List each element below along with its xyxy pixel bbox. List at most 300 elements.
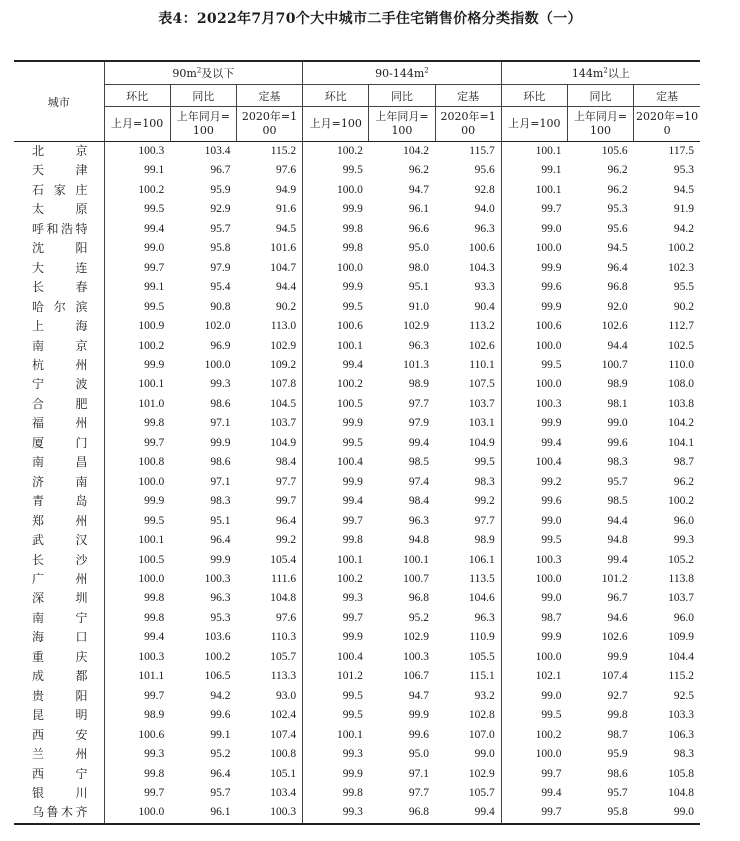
index-value: 105.7 (270, 650, 297, 663)
table-row (14, 181, 700, 200)
base-label: 上月=100 (501, 107, 567, 142)
index-value: 110.1 (469, 358, 495, 371)
index-value: 100.1 (104, 375, 170, 394)
base-label: 上年同月= 100 (170, 107, 236, 142)
index-value: 99.6 (408, 728, 430, 741)
index-value: 100.2 (204, 650, 231, 663)
index-value: 90.8 (210, 300, 231, 313)
table-row (14, 434, 700, 453)
table-row (14, 570, 700, 589)
index-value: 99.9 (303, 473, 369, 492)
index-value: 100.1 (501, 181, 567, 200)
index-value: 96.0 (673, 611, 694, 624)
index-value: 99.0 (607, 417, 628, 430)
city-name: 西宁 (32, 766, 88, 781)
index-value: 99.7 (303, 609, 369, 628)
city-name: 兰州 (32, 747, 88, 762)
index-value: 95.8 (210, 242, 231, 255)
index-value: 99.9 (303, 414, 369, 433)
index-value: 104.7 (270, 261, 297, 274)
group-area-sup: 2 (603, 66, 608, 75)
index-value: 99.0 (501, 687, 567, 706)
price-index-table (14, 60, 700, 825)
index-value: 100.2 (303, 570, 369, 589)
index-value: 95.7 (607, 475, 628, 488)
index-value: 97.4 (408, 475, 430, 488)
index-value: 96.4 (210, 767, 231, 780)
table-row (14, 473, 700, 492)
city-name: 太原 (32, 202, 88, 217)
index-value: 98.9 (104, 706, 170, 725)
sub-header-fixed-base: 定基 (435, 85, 501, 107)
index-value: 98.3 (607, 456, 628, 469)
index-value: 112.7 (668, 320, 694, 333)
index-value: 103.4 (270, 786, 297, 799)
index-value: 92.9 (210, 203, 231, 216)
city-name: 乌鲁木齐 (14, 803, 104, 823)
index-value: 96.2 (408, 164, 430, 177)
index-value: 100.0 (104, 803, 170, 823)
index-value: 115.1 (469, 670, 495, 683)
index-value: 99.0 (501, 220, 567, 239)
city-column-header: 城市 (14, 61, 104, 142)
index-value: 100.7 (601, 358, 628, 371)
city-name: 济南 (32, 474, 88, 489)
index-value: 95.7 (210, 222, 231, 235)
group-area-suffix: 以上 (607, 67, 630, 80)
index-value: 99.5 (303, 687, 369, 706)
city-name: 北京 (32, 144, 88, 158)
index-value: 100.6 (468, 242, 495, 255)
index-value: 95.2 (210, 748, 231, 761)
index-value: 99.5 (104, 298, 170, 317)
table-row (14, 492, 700, 511)
table-row (14, 220, 700, 239)
index-value: 105.5 (468, 650, 495, 663)
index-value: 99.9 (501, 628, 567, 647)
index-value: 96.2 (607, 183, 628, 196)
table-row (14, 375, 700, 394)
index-value: 100.1 (303, 551, 369, 570)
index-value: 98.5 (607, 495, 628, 508)
table-row (14, 317, 700, 336)
index-value: 100.3 (236, 803, 302, 823)
table-row (14, 531, 700, 550)
index-value: 103.4 (204, 145, 231, 157)
index-value: 94.9 (276, 183, 297, 196)
index-value: 99.4 (408, 436, 430, 449)
index-value: 108.0 (668, 378, 694, 391)
index-value: 96.3 (474, 611, 495, 624)
index-value: 113.3 (270, 670, 297, 683)
index-value: 99.9 (501, 414, 567, 433)
index-value: 102.5 (668, 339, 694, 352)
table-row (14, 803, 700, 823)
index-value: 100.6 (104, 726, 170, 745)
index-value: 104.2 (403, 145, 430, 157)
index-value: 101.0 (104, 395, 170, 414)
group-header-medium (303, 61, 502, 85)
index-value: 97.9 (408, 417, 430, 430)
index-value: 98.6 (210, 397, 231, 410)
index-value: 100.8 (270, 748, 297, 761)
index-value: 96.9 (210, 339, 231, 352)
index-value: 99.6 (210, 709, 231, 722)
index-value: 100.6 (303, 317, 369, 336)
index-value: 99.6 (607, 436, 628, 449)
group-header-large (501, 61, 700, 85)
index-value: 99.9 (408, 709, 430, 722)
index-value: 100.0 (104, 473, 170, 492)
index-value: 95.3 (673, 164, 694, 177)
index-value: 103.3 (668, 709, 694, 722)
base-label: 上月=100 (303, 107, 369, 142)
index-value: 99.0 (634, 803, 700, 823)
index-value: 99.1 (210, 728, 231, 741)
index-value: 98.4 (408, 495, 430, 508)
index-value: 99.8 (303, 784, 369, 803)
table-row (14, 512, 700, 531)
index-value: 99.9 (501, 259, 567, 278)
index-value: 93.3 (474, 281, 495, 294)
table-row (14, 609, 700, 628)
index-value: 96.3 (408, 339, 430, 352)
index-value: 100.0 (501, 239, 567, 258)
index-value: 94.4 (607, 514, 628, 527)
index-value: 103.7 (468, 397, 495, 410)
city-name: 银川 (32, 785, 88, 800)
index-value: 99.9 (303, 200, 369, 219)
index-value: 98.9 (607, 378, 628, 391)
index-value: 95.6 (607, 222, 628, 235)
index-value: 99.1 (104, 161, 170, 180)
index-value: 95.2 (408, 611, 430, 624)
index-value: 100.4 (303, 648, 369, 667)
city-name: 上海 (32, 319, 88, 334)
city-name: 西安 (32, 727, 88, 742)
index-value: 95.1 (408, 281, 430, 294)
index-value: 115.2 (270, 145, 297, 157)
index-value: 99.8 (104, 765, 170, 784)
index-value: 99.4 (303, 492, 369, 511)
index-value: 102.9 (468, 767, 495, 780)
table-body (14, 142, 700, 824)
index-value: 95.0 (408, 242, 430, 255)
index-value: 99.6 (501, 278, 567, 297)
city-name: 贵阳 (32, 688, 88, 703)
group-area-sup: 2 (424, 65, 429, 74)
index-value: 100.2 (501, 726, 567, 745)
index-value: 100.7 (403, 572, 430, 585)
index-value: 96.2 (673, 475, 694, 488)
base-label: 上年同月= 100 (369, 107, 435, 142)
index-value: 102.9 (270, 339, 297, 352)
index-value: 95.4 (210, 281, 231, 294)
index-value: 100.4 (303, 453, 369, 472)
index-value: 100.1 (403, 553, 430, 566)
index-value: 111.6 (271, 572, 297, 585)
index-value: 100.2 (668, 495, 694, 508)
city-name: 呼和浩特 (32, 221, 88, 236)
index-value: 98.0 (408, 261, 430, 274)
table-row (14, 395, 700, 414)
index-value: 97.7 (408, 786, 430, 799)
city-name: 哈尔滨 (32, 299, 88, 314)
index-value: 99.5 (104, 200, 170, 219)
index-value: 97.7 (474, 514, 495, 527)
index-value: 113.2 (469, 320, 495, 333)
index-value: 98.3 (673, 748, 694, 761)
index-value: 102.9 (403, 320, 430, 333)
index-value: 99.1 (104, 278, 170, 297)
index-value: 95.8 (567, 803, 633, 823)
index-value: 99.0 (474, 748, 495, 761)
index-value: 105.8 (668, 767, 694, 780)
index-value: 94.5 (673, 183, 694, 196)
table-row (14, 745, 700, 764)
sub-header-mom: 环比 (303, 85, 369, 107)
index-value: 99.9 (501, 298, 567, 317)
table-row (14, 278, 700, 297)
index-value: 109.9 (668, 631, 694, 644)
index-value: 98.6 (607, 767, 628, 780)
index-value: 91.6 (276, 203, 297, 216)
sub-header-yoy: 同比 (170, 85, 236, 107)
sub-header-yoy: 同比 (567, 85, 633, 107)
index-value: 94.6 (607, 611, 628, 624)
index-value: 107.8 (270, 378, 297, 391)
index-value: 94.7 (408, 689, 430, 702)
index-value: 105.1 (270, 767, 297, 780)
index-value: 95.7 (607, 786, 628, 799)
city-name: 南昌 (32, 455, 88, 470)
index-value: 98.6 (210, 456, 231, 469)
index-value: 95.9 (210, 183, 231, 196)
table-row (14, 239, 700, 258)
index-value: 100.3 (104, 142, 170, 162)
index-value: 101.6 (270, 242, 297, 255)
index-value: 97.1 (408, 767, 430, 780)
table-row (14, 765, 700, 784)
city-name: 沈阳 (32, 241, 88, 256)
index-value: 117.5 (668, 145, 694, 157)
index-value: 113.8 (668, 572, 694, 585)
index-value: 104.2 (668, 417, 694, 430)
index-value: 99.4 (303, 356, 369, 375)
index-value: 115.2 (668, 670, 694, 683)
index-value: 99.5 (501, 356, 567, 375)
index-value: 100.4 (501, 453, 567, 472)
index-value: 92.7 (607, 689, 628, 702)
index-value: 104.8 (270, 592, 297, 605)
index-value: 98.9 (408, 378, 430, 391)
index-value: 110.0 (668, 358, 694, 371)
index-value: 92.8 (474, 183, 495, 196)
city-name: 海口 (32, 630, 88, 645)
index-value: 104.1 (668, 436, 694, 449)
index-value: 100.1 (303, 337, 369, 356)
index-value: 95.6 (474, 164, 495, 177)
index-value: 96.6 (408, 222, 430, 235)
city-name: 长沙 (32, 552, 88, 567)
table-row (14, 200, 700, 219)
index-value: 97.7 (408, 397, 430, 410)
city-name: 青岛 (32, 494, 88, 509)
index-value: 104.9 (468, 436, 495, 449)
index-value: 96.3 (474, 222, 495, 235)
index-value: 107.4 (601, 670, 628, 683)
index-value: 100.0 (204, 358, 231, 371)
table-row (14, 259, 700, 278)
index-value: 91.9 (673, 203, 694, 216)
index-value: 97.9 (210, 261, 231, 274)
table-row (14, 142, 700, 162)
index-value: 96.4 (210, 534, 231, 547)
index-value: 99.3 (303, 745, 369, 764)
city-name: 重庆 (32, 649, 88, 664)
index-value: 98.1 (607, 397, 628, 410)
index-value: 97.6 (276, 611, 297, 624)
index-value: 104.5 (270, 397, 297, 410)
table-title: 表4：2022年7月70个大中城市二手住宅销售价格分类指数（一） (158, 11, 582, 27)
index-value: 96.0 (673, 514, 694, 527)
city-name: 郑州 (32, 513, 88, 528)
index-value: 103.7 (270, 417, 297, 430)
index-value: 99.4 (104, 628, 170, 647)
index-value: 106.5 (204, 670, 231, 683)
city-name: 合肥 (32, 396, 88, 411)
sub-header-mom: 环比 (501, 85, 567, 107)
table-row (14, 161, 700, 180)
index-value: 96.4 (607, 261, 628, 274)
index-value: 94.4 (276, 281, 297, 294)
index-value: 102.6 (601, 320, 628, 333)
index-value: 99.7 (303, 512, 369, 531)
index-value: 100.0 (303, 259, 369, 278)
index-value: 99.5 (104, 512, 170, 531)
index-value: 101.2 (303, 667, 369, 686)
index-value: 99.5 (303, 161, 369, 180)
index-value: 94.8 (607, 534, 628, 547)
index-value: 96.8 (408, 592, 430, 605)
index-value: 115.7 (469, 145, 495, 157)
index-value: 100.3 (204, 572, 231, 585)
index-value: 99.3 (303, 803, 369, 823)
index-value: 94.8 (408, 534, 430, 547)
index-value: 98.3 (474, 475, 495, 488)
index-value: 104.9 (270, 436, 297, 449)
index-value: 96.4 (276, 514, 297, 527)
index-value: 102.1 (501, 667, 567, 686)
index-value: 99.7 (501, 765, 567, 784)
index-value: 98.7 (673, 456, 694, 469)
index-value: 99.7 (104, 434, 170, 453)
city-name: 南宁 (32, 610, 88, 625)
base-label: 2020年=10 0 (634, 107, 700, 142)
index-value: 93.0 (276, 689, 297, 702)
city-name: 武汉 (32, 533, 88, 548)
index-value: 99.3 (673, 534, 694, 547)
index-value: 98.5 (408, 456, 430, 469)
index-value: 102.6 (601, 631, 628, 644)
index-value: 100.5 (303, 395, 369, 414)
base-label: 上年同月= 100 (567, 107, 633, 142)
index-value: 95.1 (210, 514, 231, 527)
table-row (14, 356, 700, 375)
index-value: 99.0 (501, 512, 567, 531)
index-value: 90.4 (474, 300, 495, 313)
index-value: 94.0 (474, 203, 495, 216)
index-value: 100.2 (303, 142, 369, 162)
index-value: 99.4 (104, 220, 170, 239)
table-header (14, 61, 700, 142)
index-value: 99.1 (501, 161, 567, 180)
index-value: 98.4 (276, 456, 297, 469)
index-value: 104.6 (468, 592, 495, 605)
index-value: 99.9 (303, 628, 369, 647)
index-value: 97.1 (210, 417, 231, 430)
city-name: 广州 (32, 571, 88, 586)
index-value: 100.2 (104, 337, 170, 356)
index-value: 99.7 (104, 259, 170, 278)
table-row (14, 551, 700, 570)
group-header-small (104, 61, 303, 85)
index-value: 100.0 (501, 570, 567, 589)
index-value: 99.5 (303, 706, 369, 725)
index-value: 106.7 (403, 670, 430, 683)
index-value: 105.6 (601, 145, 628, 157)
table-row (14, 589, 700, 608)
index-value: 103.6 (204, 631, 231, 644)
index-value: 99.0 (104, 239, 170, 258)
index-value: 99.8 (303, 239, 369, 258)
table-row (14, 337, 700, 356)
index-value: 104.4 (668, 650, 694, 663)
index-value: 100.0 (501, 745, 567, 764)
index-value: 99.5 (303, 434, 369, 453)
index-value: 94.5 (276, 222, 297, 235)
sub-header-fixed-base: 定基 (236, 85, 302, 107)
index-value: 102.3 (668, 261, 694, 274)
table-row (14, 687, 700, 706)
index-value: 105.2 (668, 553, 694, 566)
index-value: 107.4 (270, 728, 297, 741)
index-value: 102.9 (403, 631, 430, 644)
index-value: 99.2 (276, 534, 297, 547)
index-value: 94.2 (210, 689, 231, 702)
index-value: 90.2 (673, 300, 694, 313)
table-row (14, 784, 700, 803)
index-value: 113.5 (469, 572, 495, 585)
index-value: 101.1 (104, 667, 170, 686)
index-value: 100.6 (501, 317, 567, 336)
index-value: 96.8 (369, 803, 435, 823)
index-value: 99.4 (607, 553, 628, 566)
table-row (14, 706, 700, 725)
index-value: 103.8 (668, 397, 694, 410)
index-value: 99.9 (210, 436, 231, 449)
city-name: 南京 (32, 338, 88, 353)
index-value: 96.3 (408, 514, 430, 527)
index-value: 94.2 (673, 222, 694, 235)
table-row (14, 414, 700, 433)
table-row (14, 726, 700, 745)
index-value: 107.0 (468, 728, 495, 741)
table-row (14, 628, 700, 647)
index-value: 99.9 (104, 492, 170, 511)
index-value: 105.4 (270, 553, 297, 566)
index-value: 102.6 (468, 339, 495, 352)
